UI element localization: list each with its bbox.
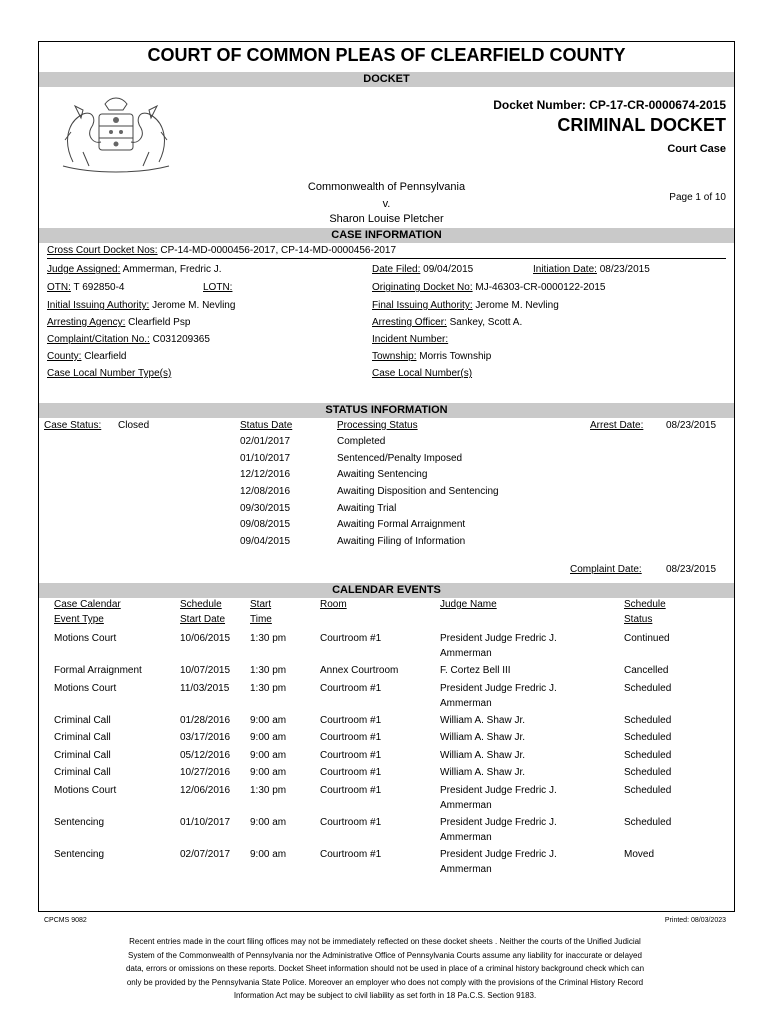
schedule-status: Scheduled (624, 785, 672, 796)
room: Courtroom #1 (320, 849, 382, 860)
start-time: 9:00 am (250, 849, 287, 860)
case-status-value: Closed (118, 420, 150, 431)
docket-type: CRIMINAL DOCKET (557, 115, 726, 135)
status-date: 09/08/2015 (240, 519, 291, 530)
orig-docket-row (372, 282, 605, 293)
header-room: Room (320, 599, 347, 610)
start-date: 02/07/2017 (180, 849, 231, 860)
page-number: Page 1 of 10 (669, 192, 726, 203)
status-date: 02/01/2017 (240, 436, 291, 447)
disclaimer-line: Information Act may be subject to civil liability as set forth in 18 Pa.C.S. Section 9183. (233, 991, 537, 1000)
header-start-date-1: Schedule (180, 599, 222, 610)
schedule-status: Scheduled (624, 817, 672, 828)
arresting-officer-value: Sankey, Scott A. (449, 317, 523, 328)
cross-court-label: Cross Court Docket Nos: (47, 245, 158, 256)
start-time: 9:00 am (250, 817, 287, 828)
disclaimer-line: data, errors or omissions on these reports. Docket Sheet information should not be used in place of a criminal history background check which can (125, 964, 645, 973)
local-number-label: Case Local Number(s) (372, 368, 473, 379)
room: Courtroom #1 (320, 683, 382, 694)
room: Courtroom #1 (320, 750, 382, 761)
case-status-label: Case Status: (44, 420, 102, 431)
start-time: 9:00 am (250, 750, 287, 761)
cross-court-row (47, 245, 396, 256)
judge-name-continued: Ammerman (440, 832, 492, 843)
arresting-agency-value: Clearfield Psp (128, 317, 191, 328)
disclaimer (40, 935, 730, 1003)
judge-name: President Judge Fredric J. (440, 849, 557, 860)
county-row (47, 351, 127, 362)
caption-line-3: Sharon Louise Pletcher (329, 213, 444, 225)
status-date: 09/30/2015 (240, 503, 291, 514)
processing-status: Awaiting Formal Arraignment (337, 519, 466, 530)
judge-name: William A. Shaw Jr. (440, 767, 526, 778)
event-type: Sentencing (54, 817, 105, 828)
judge-name-continued: Ammerman (440, 648, 492, 659)
room: Courtroom #1 (320, 767, 382, 778)
start-date: 10/06/2015 (180, 633, 231, 644)
event-type: Formal Arraignment (54, 665, 142, 676)
docket-frame (38, 41, 735, 912)
room: Courtroom #1 (320, 817, 382, 828)
event-type: Sentencing (54, 849, 105, 860)
orig-docket-label: Originating Docket No: (372, 282, 473, 293)
initial-authority-value: Jerome M. Nevling (152, 300, 236, 311)
room: Courtroom #1 (320, 785, 382, 796)
county-label: County: (47, 351, 82, 362)
incident-label: Incident Number: (372, 334, 449, 345)
event-type: Criminal Call (54, 750, 111, 761)
schedule-status: Continued (624, 633, 670, 644)
judge-name: William A. Shaw Jr. (440, 750, 526, 761)
initial-authority-label: Initial Issuing Authority: (47, 300, 150, 311)
start-date: 03/17/2016 (180, 732, 231, 743)
local-type-label: Case Local Number Type(s) (47, 368, 172, 379)
start-date: 01/10/2017 (180, 817, 231, 828)
township-label: Township: (372, 351, 417, 362)
caption-line-1: Commonwealth of Pennsylvania (307, 181, 466, 193)
header-start-time-1: Start (250, 599, 272, 610)
divider (47, 258, 726, 259)
otn-label: OTN: (47, 282, 71, 293)
status-information-bar: STATUS INFORMATION (39, 403, 734, 418)
room: Annex Courtroom (320, 665, 399, 676)
header-schedule-status-1: Schedule (624, 599, 666, 610)
judge-name: President Judge Fredric J. (440, 633, 557, 644)
start-date: 12/06/2016 (180, 785, 231, 796)
header-judge-name: Judge Name (440, 599, 497, 610)
initial-authority-row (47, 300, 235, 311)
event-type: Criminal Call (54, 715, 111, 726)
processing-status: Completed (337, 436, 386, 447)
complaint-label: Complaint/Citation No.: (47, 334, 150, 345)
arresting-agency-row (47, 317, 190, 328)
disclaimer-line: System of the Commonwealth of Pennsylvania nor the Administrative Office of Pennsylvania Courts assume any liability for inaccurate or delayed (128, 950, 642, 960)
schedule-status: Scheduled (624, 683, 672, 694)
judge-name: F. Cortez Bell III (440, 665, 511, 676)
room: Courtroom #1 (320, 732, 382, 743)
header-schedule-status-2: Status (624, 614, 653, 625)
judge-name: President Judge Fredric J. (440, 817, 557, 828)
processing-status: Awaiting Sentencing (337, 469, 428, 480)
complaint-date-value: 08/23/2015 (666, 564, 717, 575)
start-date: 01/28/2016 (180, 715, 231, 726)
judge-name: William A. Shaw Jr. (440, 715, 526, 726)
complaint-row (47, 334, 210, 345)
township-row (372, 351, 491, 362)
judge-name-continued: Ammerman (440, 698, 492, 709)
start-time: 1:30 pm (250, 785, 287, 796)
lotn-label: LOTN: (203, 282, 233, 293)
otn-row (47, 282, 124, 293)
start-time: 1:30 pm (250, 665, 287, 676)
status-date: 12/12/2016 (240, 469, 291, 480)
disclaimer-line: Recent entries made in the court filing offices may not be immediately reflected on these docket sheets . Neither the courts of the Unified Judicial (129, 937, 641, 946)
case-kind: Court Case (667, 143, 726, 155)
schedule-status: Moved (624, 849, 655, 860)
processing-status: Awaiting Trial (337, 503, 397, 514)
room: Courtroom #1 (320, 715, 382, 726)
initiation-value: 08/23/2015 (599, 264, 650, 275)
judge-name: William A. Shaw Jr. (440, 732, 526, 743)
start-time: 9:00 am (250, 732, 287, 743)
arrest-date-label: Arrest Date: (590, 420, 644, 431)
arresting-agency-label: Arresting Agency: (47, 317, 126, 328)
date-filed-value: 09/04/2015 (423, 264, 474, 275)
start-date: 10/07/2015 (180, 665, 231, 676)
event-type: Motions Court (54, 683, 117, 694)
schedule-status: Scheduled (624, 732, 672, 743)
township-value: Morris Township (419, 351, 492, 362)
processing-status-header: Processing Status (337, 420, 418, 431)
case-status-row (44, 420, 149, 431)
schedule-status: Scheduled (624, 715, 672, 726)
arresting-officer-label: Arresting Officer: (372, 317, 447, 328)
schedule-status: Scheduled (624, 750, 672, 761)
status-date: 09/04/2015 (240, 536, 291, 547)
start-date: 11/03/2015 (180, 683, 230, 694)
event-type: Criminal Call (54, 732, 111, 743)
start-date: 05/12/2016 (180, 750, 231, 761)
initiation-label: Initiation Date: (533, 264, 597, 275)
schedule-status: Scheduled (624, 767, 672, 778)
initiation-row (533, 264, 650, 275)
otn-value: T 692850-4 (73, 282, 125, 293)
processing-status: Awaiting Disposition and Sentencing (337, 486, 499, 497)
judge-name-continued: Ammerman (440, 864, 492, 875)
final-authority-label: Final Issuing Authority: (372, 300, 473, 311)
processing-status: Awaiting Filing of Information (337, 536, 466, 547)
header-event-type-1: Case Calendar (54, 599, 121, 610)
printed-date: Printed: 08/03/2023 (664, 917, 726, 924)
room: Courtroom #1 (320, 633, 382, 644)
status-date: 12/08/2016 (240, 486, 291, 497)
cross-court-value: CP-14-MD-0000456-2017, CP-14-MD-0000456-2017 (160, 245, 397, 256)
arrest-date-value: 08/23/2015 (666, 420, 717, 431)
header-event-type-2: Event Type (54, 614, 104, 625)
date-filed-label: Date Filed: (372, 264, 421, 275)
court-title: COURT OF COMMON PLEAS OF CLEARFIELD COUNTY (147, 45, 626, 65)
status-date: 01/10/2017 (240, 453, 291, 464)
judge-label: Judge Assigned: (47, 264, 121, 275)
orig-docket-value: MJ-46303-CR-0000122-2015 (475, 282, 606, 293)
header-start-time-2: Time (250, 614, 272, 625)
start-time: 9:00 am (250, 715, 287, 726)
docket-number: Docket Number: CP-17-CR-0000674-2015 (493, 98, 726, 112)
disclaimer-line: only be provided by the Pennsylvania State Police. Moreover an employer who does not comply with the provisions of the Criminal History Record (126, 977, 644, 987)
form-id: CPCMS 9082 (44, 917, 87, 924)
start-time: 9:00 am (250, 767, 287, 778)
status-date-header: Status Date (240, 420, 293, 431)
schedule-status: Cancelled (624, 665, 669, 676)
case-information-bar: CASE INFORMATION (39, 228, 734, 243)
arresting-officer-row (372, 317, 522, 328)
processing-status: Sentenced/Penalty Imposed (337, 453, 463, 464)
header-start-date-2: Start Date (180, 614, 226, 625)
start-time: 1:30 pm (250, 683, 287, 694)
final-authority-value: Jerome M. Nevling (475, 300, 559, 311)
event-type: Criminal Call (54, 767, 111, 778)
complaint-value: C031209365 (152, 334, 210, 345)
final-authority-row (372, 300, 559, 311)
event-type: Motions Court (54, 633, 117, 644)
caption-line-2: v. (382, 198, 391, 210)
judge-row (47, 264, 222, 275)
event-type: Motions Court (54, 785, 117, 796)
date-filed-row (372, 264, 473, 275)
judge-value: Ammerman, Fredric J. (122, 264, 222, 275)
start-date: 10/27/2016 (180, 767, 231, 778)
docket-bar: DOCKET (39, 72, 734, 87)
complaint-date-label: Complaint Date: (570, 564, 642, 575)
county-value: Clearfield (84, 351, 127, 362)
pennsylvania-seal-icon (53, 92, 179, 176)
start-time: 1:30 pm (250, 633, 287, 644)
judge-name: President Judge Fredric J. (440, 785, 557, 796)
judge-name-continued: Ammerman (440, 800, 492, 811)
calendar-events-bar: CALENDAR EVENTS (39, 583, 734, 598)
judge-name: President Judge Fredric J. (440, 683, 557, 694)
